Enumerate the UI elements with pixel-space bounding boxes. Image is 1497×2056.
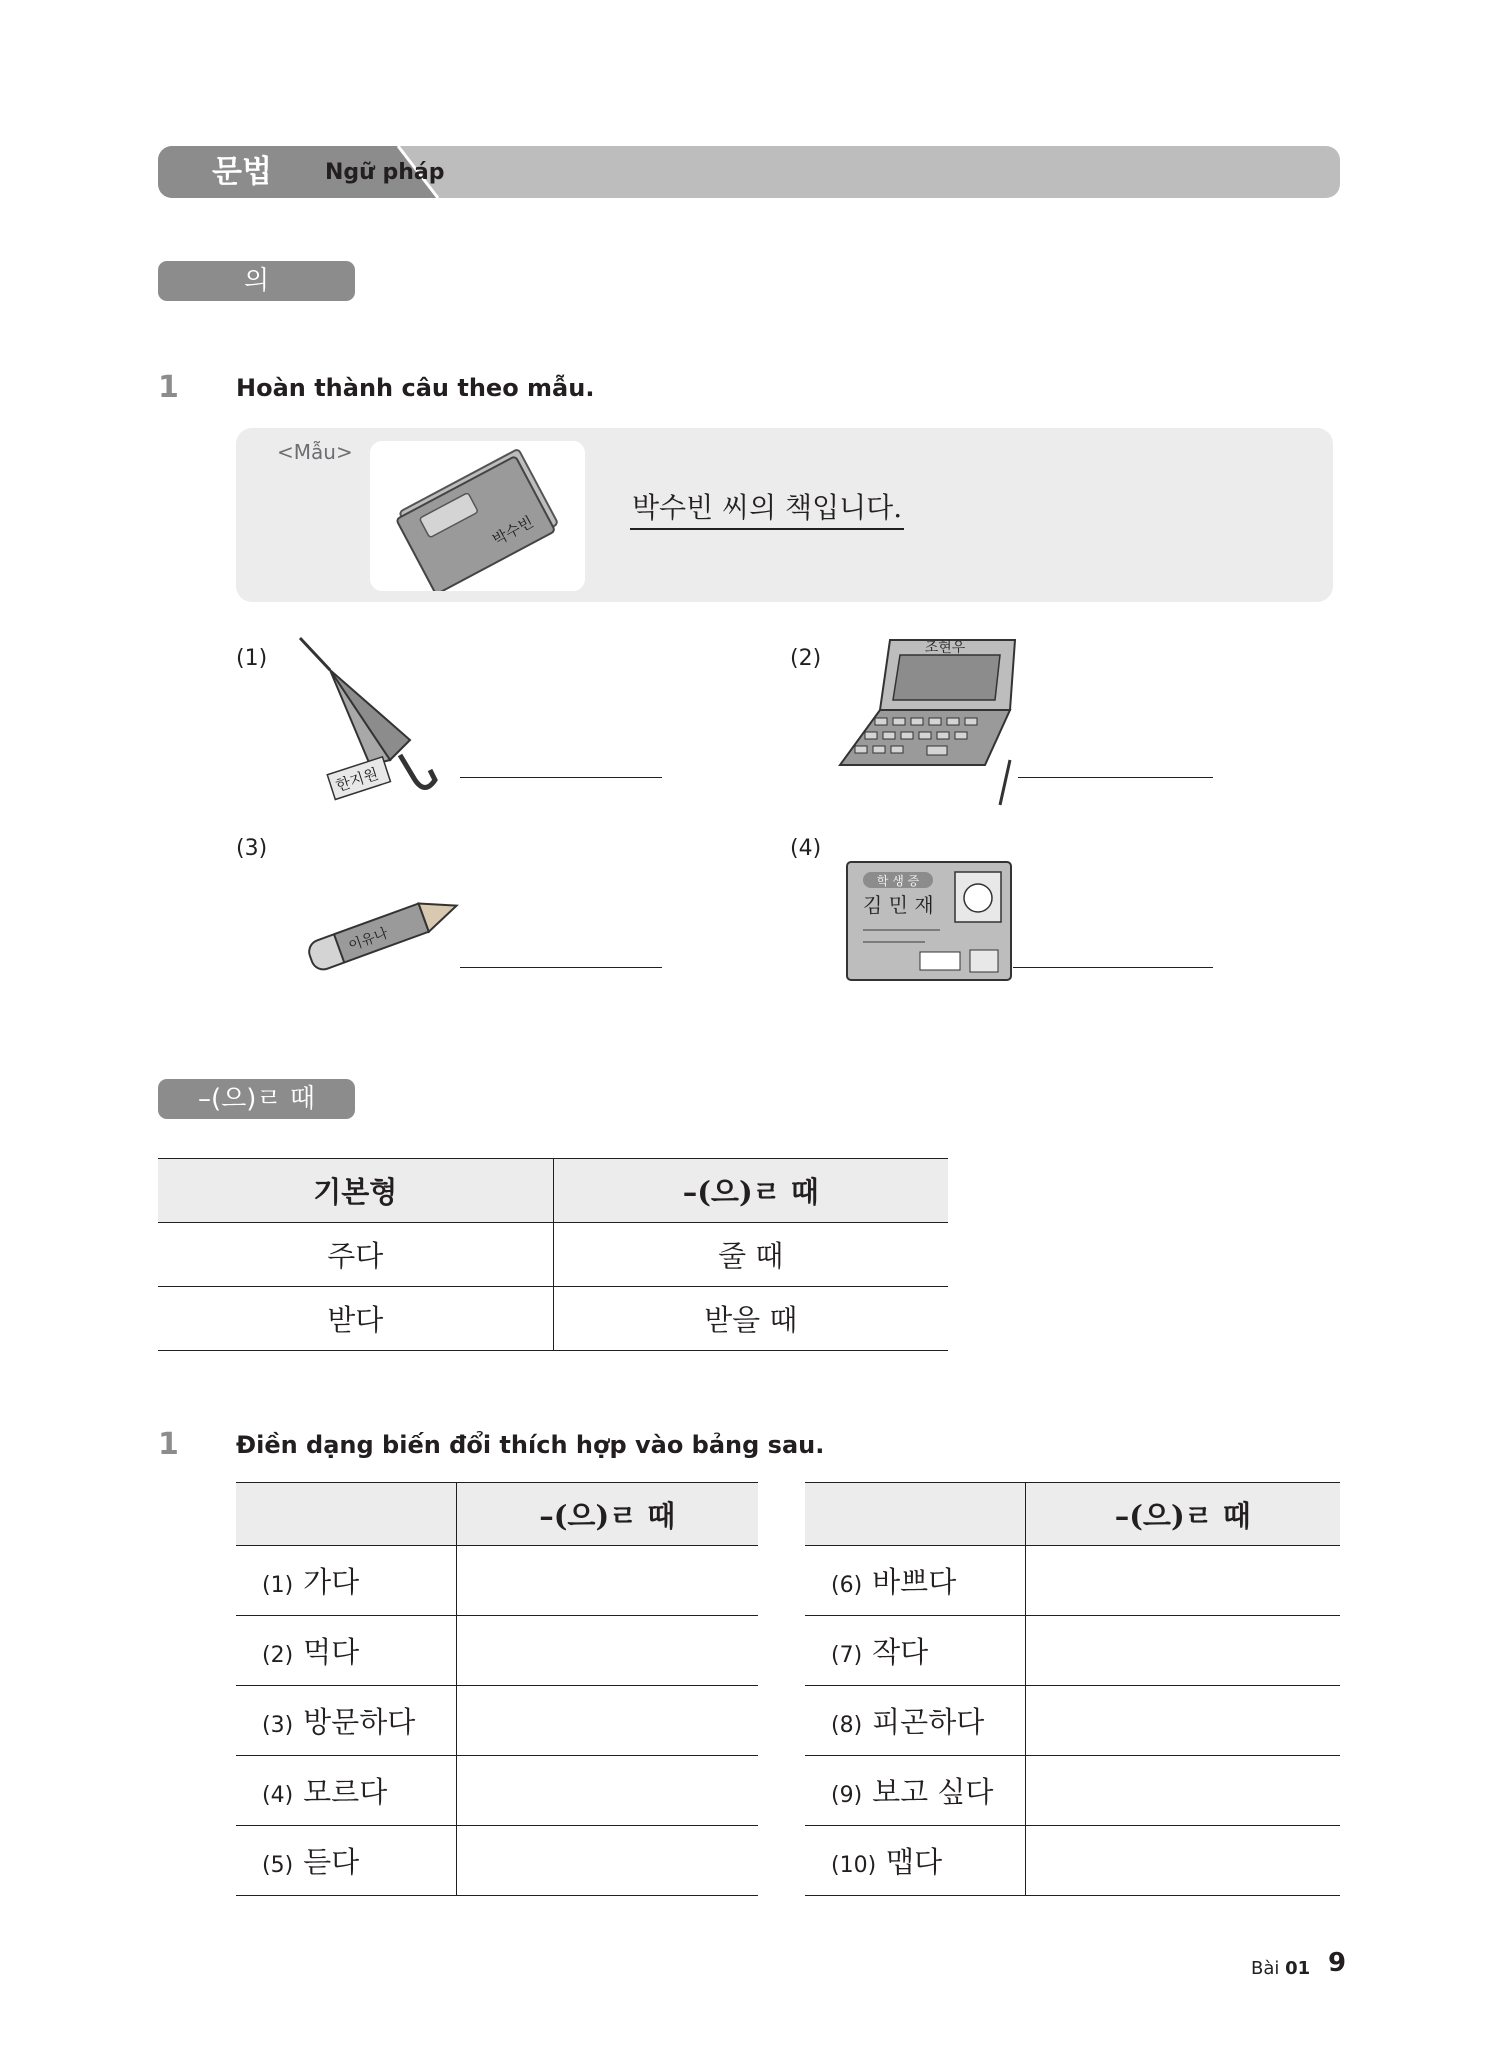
answer-cell[interactable] [456, 1686, 758, 1756]
table-header-empty [805, 1483, 1025, 1546]
electronic-dictionary-icon [835, 630, 1025, 810]
answer-cell[interactable] [456, 1826, 758, 1896]
answer-blank-1[interactable] [460, 777, 662, 778]
table-cell: (6) 바쁘다 [805, 1546, 1025, 1616]
ref-header-base: 기본형 [158, 1159, 553, 1223]
table-cell: 받다 [158, 1287, 553, 1351]
sample-label: <Mẫu> [277, 440, 353, 464]
dictionary-name-tag: 조현우 [924, 640, 966, 656]
sample-book-image [370, 441, 585, 591]
answer-cell[interactable] [456, 1546, 758, 1616]
footer-lesson: Bài 01 [1251, 1958, 1311, 1979]
sample-answer: 박수빈 씨의 책입니다. [630, 490, 904, 530]
answer-cell[interactable] [1025, 1546, 1340, 1616]
exercise-instruction: Điền dạng biến đổi thích hợp vào bảng sau. [236, 1431, 825, 1459]
answer-cell[interactable] [1025, 1756, 1340, 1826]
item-3-label: (3) [236, 836, 268, 861]
card-title: 학 생 증 [876, 874, 920, 888]
table-row [236, 1483, 758, 1546]
table-row [158, 1287, 948, 1351]
exercise-number: 1 [158, 1427, 179, 1462]
table-row [158, 1223, 948, 1287]
table-row [236, 1546, 758, 1616]
table-row [805, 1756, 1340, 1826]
umbrella-icon [290, 630, 460, 810]
answer-cell[interactable] [456, 1756, 758, 1826]
pencil-icon [285, 885, 465, 975]
ref-header-form: –(으)ㄹ 때 [553, 1159, 948, 1223]
table-header-empty [236, 1483, 456, 1546]
table-cell: (9) 보고 싶다 [805, 1756, 1025, 1826]
table-cell: 받을 때 [553, 1287, 948, 1351]
reference-table [158, 1158, 948, 1351]
grammar-pill-eul-ttae: –(으)ㄹ 때 [158, 1079, 355, 1119]
item-4-label: (4) [790, 836, 822, 861]
table-row [805, 1483, 1340, 1546]
table-row [236, 1756, 758, 1826]
header-korean-title: 문법 [212, 154, 272, 190]
answer-blank-2[interactable] [1018, 777, 1213, 778]
table-row [236, 1826, 758, 1896]
student-id-card-icon [845, 860, 1013, 982]
answer-cell[interactable] [1025, 1686, 1340, 1756]
table-cell: (7) 작다 [805, 1616, 1025, 1686]
pencil-name-tag: 이유나 [346, 925, 391, 955]
table-row [158, 1159, 948, 1223]
table-cell: (4) 모르다 [236, 1756, 456, 1826]
table-row [805, 1546, 1340, 1616]
book-icon [370, 441, 585, 591]
table-row [236, 1686, 758, 1756]
exercise-instruction: Hoàn thành câu theo mẫu. [236, 374, 595, 402]
answer-cell[interactable] [456, 1616, 758, 1686]
page-number: 9 [1328, 1948, 1347, 1978]
answer-cell[interactable] [1025, 1616, 1340, 1686]
exercise-table-right [805, 1482, 1340, 1896]
table-cell: (2) 먹다 [236, 1616, 456, 1686]
table-header-form: –(으)ㄹ 때 [456, 1483, 758, 1546]
umbrella-name-tag: 한지원 [333, 764, 381, 796]
table-cell: (1) 가다 [236, 1546, 456, 1616]
table-row [805, 1686, 1340, 1756]
table-cell: 주다 [158, 1223, 553, 1287]
item-2-label: (2) [790, 646, 822, 671]
table-cell: (3) 방문하다 [236, 1686, 456, 1756]
header-vietnamese-title: Ngữ pháp [325, 160, 445, 185]
table-cell: 줄 때 [553, 1223, 948, 1287]
answer-blank-3[interactable] [460, 967, 662, 968]
answer-cell[interactable] [1025, 1826, 1340, 1896]
table-cell: (5) 듣다 [236, 1826, 456, 1896]
table-cell: (8) 피곤하다 [805, 1686, 1025, 1756]
exercise-table-left [236, 1482, 758, 1896]
item-1-label: (1) [236, 646, 268, 671]
table-cell: (10) 맵다 [805, 1826, 1025, 1896]
grammar-pill-ui: 의 [158, 261, 355, 301]
answer-blank-4[interactable] [1013, 967, 1213, 968]
table-header-form: –(으)ㄹ 때 [1025, 1483, 1340, 1546]
table-row [805, 1826, 1340, 1896]
exercise-number: 1 [158, 370, 179, 405]
book-name-tag: 박수빈 [489, 512, 537, 550]
table-row [236, 1616, 758, 1686]
card-name: 김 민 재 [863, 893, 934, 917]
table-row [805, 1616, 1340, 1686]
